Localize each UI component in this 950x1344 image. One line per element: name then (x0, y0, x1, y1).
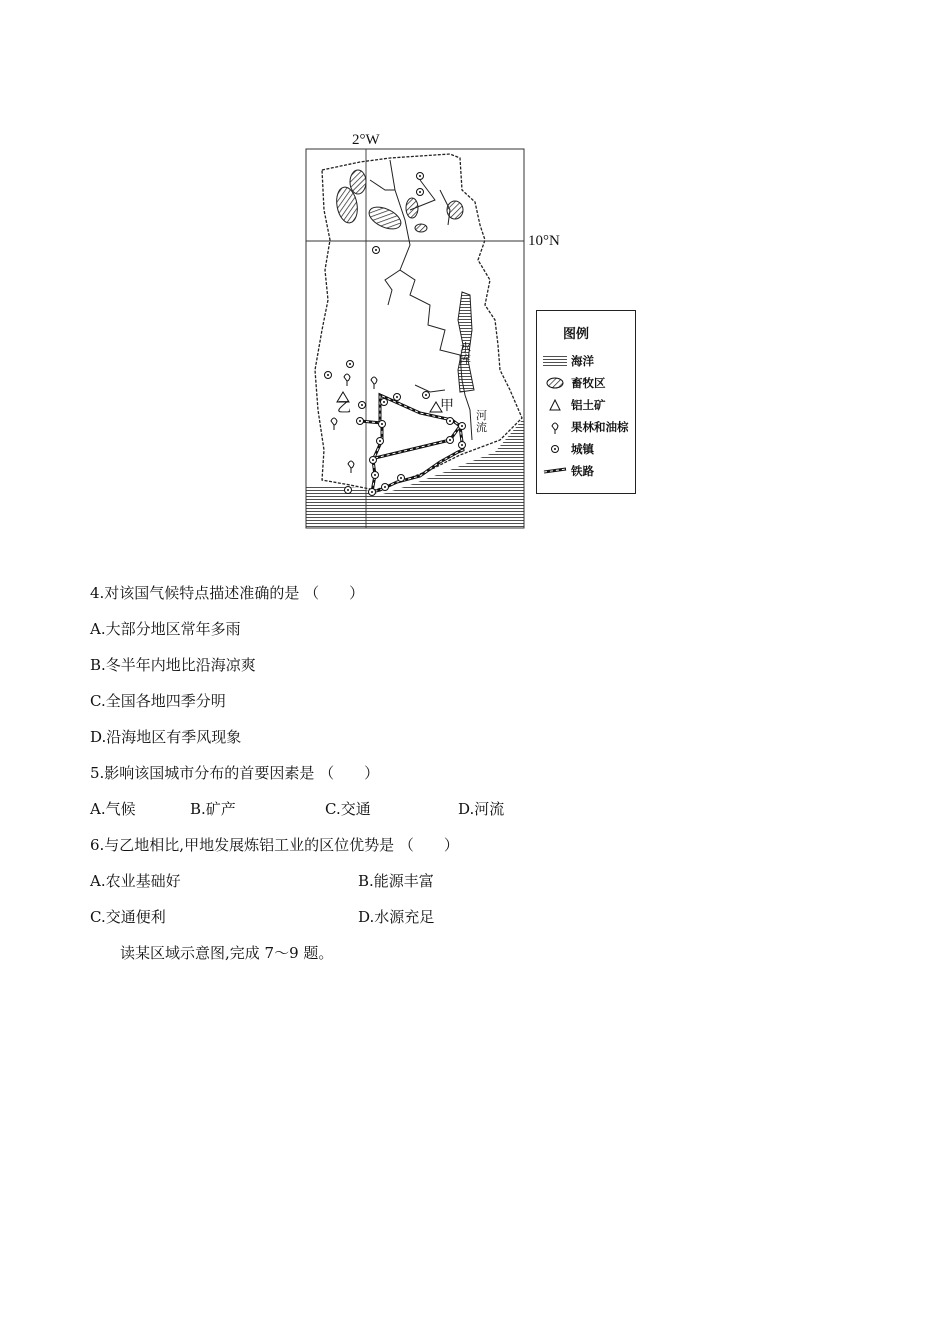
legend-pasture: 畜牧区 (537, 373, 637, 393)
q4-option-b: B.冬半年内地比沿海凉爽 (90, 656, 256, 674)
legend-orchard: 果林和油棕 (537, 417, 637, 437)
question-4-stem: 4.对该国气候特点描述准确的是 （ ） (90, 584, 365, 602)
longitude-label: 2°W (352, 132, 380, 148)
q5-option-b: B.矿产 (190, 800, 236, 818)
town-icon (542, 441, 568, 457)
reservoir-label: 水 库 (460, 341, 471, 366)
legend-town: 城镇 (537, 439, 637, 459)
railway-icon (542, 463, 568, 479)
orchard-icon (542, 419, 568, 435)
latitude-label: 10°N (528, 233, 560, 249)
q4-option-d: D.沿海地区有季风现象 (90, 728, 242, 746)
map-legend (536, 310, 636, 494)
ocean-icon (542, 353, 568, 369)
q6-option-a: A.农业基础好 (90, 872, 181, 890)
legend-ocean: 海洋 (537, 351, 637, 371)
q6-option-d: D.水源充足 (358, 908, 435, 926)
bauxite-icon (542, 397, 568, 413)
q4-option-c: C.全国各地四季分明 (90, 692, 226, 710)
region-map (300, 130, 645, 530)
river-label: 河 流 (476, 409, 487, 434)
ocean-area (306, 420, 524, 528)
q5-option-a: A.气候 (90, 800, 136, 818)
q5-option-d: D.河流 (458, 800, 505, 818)
q4-option-a: A.大部分地区常年多雨 (90, 620, 241, 638)
question-5-stem: 5.影响该国城市分布的首要因素是 （ ） (90, 764, 380, 782)
legend-railway: 铁路 (537, 461, 637, 481)
pasture-icon (542, 375, 568, 391)
q5-option-c: C.交通 (325, 800, 371, 818)
question-6-stem: 6.与乙地相比,甲地发展炼铝工业的区位优势是 （ ） (90, 836, 459, 854)
legend-title: 图例 (563, 327, 590, 342)
legend-bauxite: 铝土矿 (537, 395, 637, 415)
place-jia: 甲 (440, 398, 454, 414)
q6-option-b: B.能源丰富 (358, 872, 434, 890)
place-yi: 乙 (337, 400, 351, 416)
q6-option-c: C.交通便利 (90, 908, 166, 926)
instruction-text: 读某区域示意图,完成 7～9 题。 (120, 944, 334, 962)
